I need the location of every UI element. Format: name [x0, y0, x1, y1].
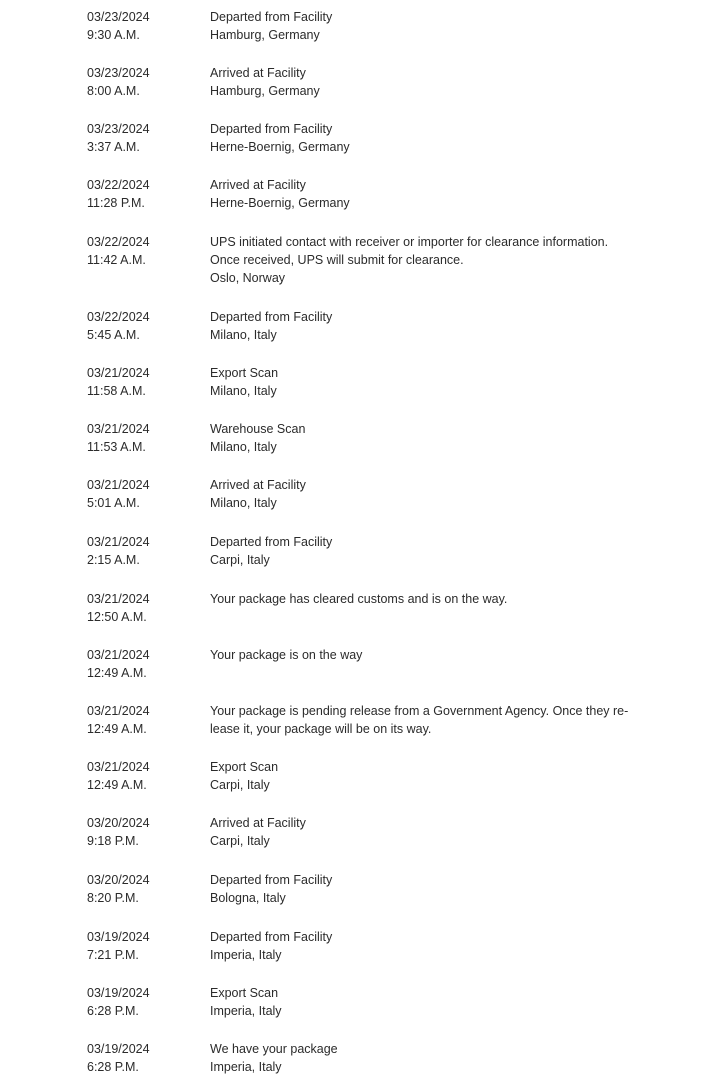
event-date: 03/22/2024 [87, 178, 150, 192]
event-time: 12:49 A.M. [87, 722, 147, 736]
event-details [210, 476, 640, 512]
event-location: Carpi, Italy [210, 778, 270, 792]
event-datetime [87, 646, 197, 682]
event-description: Arrived at Facility [210, 178, 306, 192]
event-location: Hamburg, Germany [210, 28, 320, 42]
event-description: Your package is on the way [210, 648, 363, 662]
event-description: Once received, UPS will submit for clearance. [210, 253, 464, 267]
event-date: 03/21/2024 [87, 422, 150, 436]
event-description: Arrived at Facility [210, 66, 306, 80]
event-details [210, 8, 640, 44]
event-description: Export Scan [210, 366, 279, 380]
event-date: 03/19/2024 [87, 986, 150, 1000]
event-time: 7:21 P.M. [87, 948, 139, 962]
event-date: 03/20/2024 [87, 873, 150, 887]
event-datetime [87, 928, 197, 964]
event-date: 03/21/2024 [87, 535, 150, 549]
event-time: 6:28 P.M. [87, 1004, 139, 1018]
event-date: 03/22/2024 [87, 310, 150, 324]
event-location: Imperia, Italy [210, 1004, 282, 1018]
event-date: 03/21/2024 [87, 704, 150, 718]
event-details [210, 928, 640, 964]
event-details [210, 871, 640, 907]
event-date: 03/19/2024 [87, 930, 150, 944]
event-date: 03/21/2024 [87, 366, 150, 380]
event-description: Departed from Facility [210, 930, 333, 944]
event-datetime [87, 871, 197, 907]
event-datetime [87, 533, 197, 569]
event-details [210, 814, 640, 850]
event-description: Departed from Facility [210, 535, 333, 549]
event-time: 9:30 A.M. [87, 28, 140, 42]
event-date: 03/21/2024 [87, 760, 150, 774]
event-datetime [87, 64, 197, 100]
event-description: We have your package [210, 1042, 338, 1056]
event-details [210, 646, 640, 664]
event-description: Departed from Facility [210, 873, 333, 887]
event-date: 03/22/2024 [87, 235, 150, 249]
event-time: 11:58 A.M. [87, 384, 146, 398]
event-date: 03/23/2024 [87, 66, 150, 80]
event-description: Your package is pending release from a Government Agency. Once they re- [210, 704, 629, 718]
event-datetime [87, 233, 197, 269]
event-time: 5:45 A.M. [87, 328, 140, 342]
event-location: Milano, Italy [210, 440, 277, 454]
event-location: Herne-Boernig, Germany [210, 196, 350, 210]
event-description: Export Scan [210, 760, 279, 774]
event-details [210, 364, 640, 400]
event-time: 2:15 A.M. [87, 553, 140, 567]
event-details [210, 533, 640, 569]
event-details [210, 233, 640, 287]
event-datetime [87, 702, 197, 738]
event-location: Bologna, Italy [210, 891, 286, 905]
event-details [210, 420, 640, 456]
event-datetime [87, 8, 197, 44]
event-date: 03/21/2024 [87, 478, 150, 492]
event-description: Departed from Facility [210, 10, 333, 24]
event-description: Arrived at Facility [210, 478, 306, 492]
event-description: Your package has cleared customs and is on the way. [210, 592, 508, 606]
event-description: lease it, your package will be on its way. [210, 722, 432, 736]
event-details [210, 308, 640, 344]
event-datetime [87, 420, 197, 456]
event-time: 3:37 A.M. [87, 140, 140, 154]
event-location: Milano, Italy [210, 384, 277, 398]
event-time: 11:42 A.M. [87, 253, 146, 267]
event-description: Departed from Facility [210, 310, 333, 324]
event-time: 9:18 P.M. [87, 834, 139, 848]
event-date: 03/23/2024 [87, 10, 150, 24]
event-location: Oslo, Norway [210, 271, 286, 285]
event-description: Arrived at Facility [210, 816, 306, 830]
event-time: 11:53 A.M. [87, 440, 146, 454]
event-details [210, 176, 640, 212]
event-datetime [87, 364, 197, 400]
event-datetime [87, 984, 197, 1020]
event-location: Imperia, Italy [210, 1060, 282, 1074]
event-datetime [87, 814, 197, 850]
event-details [210, 758, 640, 794]
event-time: 12:49 A.M. [87, 778, 147, 792]
event-location: Carpi, Italy [210, 834, 270, 848]
event-datetime [87, 176, 197, 212]
event-location: Milano, Italy [210, 328, 277, 342]
event-datetime [87, 308, 197, 344]
event-time: 8:00 A.M. [87, 84, 140, 98]
event-details [210, 702, 640, 738]
event-datetime [87, 120, 197, 156]
event-date: 03/21/2024 [87, 592, 150, 606]
event-location: Imperia, Italy [210, 948, 282, 962]
event-description: Warehouse Scan [210, 422, 306, 436]
event-details [210, 590, 640, 608]
event-location: Carpi, Italy [210, 553, 270, 567]
event-date: 03/21/2024 [87, 648, 150, 662]
event-details [210, 1040, 640, 1076]
event-time: 11:28 P.M. [87, 196, 145, 210]
event-description: Export Scan [210, 986, 279, 1000]
event-datetime [87, 590, 197, 626]
event-details [210, 984, 640, 1020]
event-details [210, 120, 640, 156]
event-location: Hamburg, Germany [210, 84, 320, 98]
event-location: Milano, Italy [210, 496, 277, 510]
event-date: 03/19/2024 [87, 1042, 150, 1056]
event-time: 12:50 A.M. [87, 610, 147, 624]
event-datetime [87, 476, 197, 512]
event-time: 8:20 P.M. [87, 891, 139, 905]
event-date: 03/20/2024 [87, 816, 150, 830]
event-datetime [87, 1040, 197, 1076]
event-time: 6:28 P.M. [87, 1060, 139, 1074]
event-datetime [87, 758, 197, 794]
event-details [210, 64, 640, 100]
event-date: 03/23/2024 [87, 122, 150, 136]
event-time: 12:49 A.M. [87, 666, 147, 680]
event-location: Herne-Boernig, Germany [210, 140, 350, 154]
event-description: UPS initiated contact with receiver or importer for clearance information. [210, 235, 609, 249]
event-time: 5:01 A.M. [87, 496, 140, 510]
event-description: Departed from Facility [210, 122, 333, 136]
